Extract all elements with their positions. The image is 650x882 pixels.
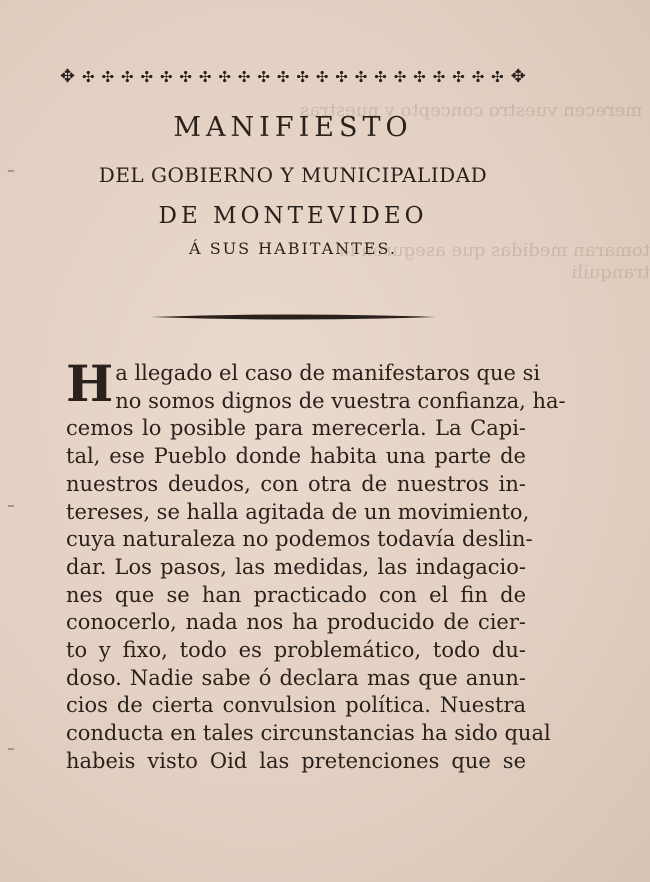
text-line: a llegado el caso de manifestaros que si xyxy=(115,361,541,385)
ornament-glyph: ✣ xyxy=(257,67,270,86)
ornament-glyph: ✣ xyxy=(296,67,309,86)
text-line: doso. Nadie sabe ó declara mas que anun- xyxy=(66,665,526,690)
ornament-glyph: ✣ xyxy=(218,67,231,86)
ornament-glyph: ✣ xyxy=(276,67,290,86)
ornament-glyph: ✣ xyxy=(432,67,446,86)
ornament-glyph: ✣ xyxy=(82,67,95,86)
margin-mark xyxy=(8,170,14,172)
margin-mark xyxy=(8,748,14,750)
ornament-glyph: ✣ xyxy=(101,67,115,86)
ornament-glyph: ✣ xyxy=(393,67,407,86)
ornament-glyph: ✣ xyxy=(198,67,212,86)
ornament-glyph: ✣ xyxy=(471,67,485,86)
body-text xyxy=(66,354,566,776)
text-line: cuya naturaleza no podemos todavía deslin- xyxy=(66,527,533,552)
ornament-glyph: ✣ xyxy=(413,67,426,86)
title-montevideo: DE MONTEVIDEO xyxy=(158,203,428,229)
title-manifiesto: MANIFIESTO xyxy=(173,112,413,143)
title-gobierno: DEL GOBIERNO Y MUNICIPALIDAD xyxy=(98,163,488,187)
text-line: cios de cierta convulsion política. Nuestra xyxy=(66,693,526,718)
text-line: dar. Los pasos, las medidas, las indagacio- xyxy=(66,554,526,579)
text-line: to y fixo, todo es problemático, todo du- xyxy=(66,638,526,663)
ornament-glyph: ✥ xyxy=(510,66,526,87)
ornament-band xyxy=(60,66,526,88)
text-line: tereses, se halla agitada de un movimiento, xyxy=(66,499,530,524)
bleed-through-text: tomaran medidas que aseguren la tranquili xyxy=(338,240,650,283)
ornament-glyph: ✣ xyxy=(315,67,329,86)
ornament-glyph: ✣ xyxy=(179,67,192,86)
text-line: tal, ese Pueblo donde habita una parte de xyxy=(66,444,526,469)
ornament-glyph: ✣ xyxy=(120,67,134,86)
ornament-glyph: ✣ xyxy=(140,67,154,86)
text-line: conducta en tales circunstancias ha sido qual xyxy=(66,721,551,746)
ornament-glyph: ✣ xyxy=(237,67,251,86)
body-lines xyxy=(66,354,566,776)
bleed-through-text: merecen vuestro concepto y nuestras xyxy=(300,100,643,121)
text-line: habeis visto Oid las pretenciones que se xyxy=(66,748,526,773)
title-habitantes: Á SUS HABITANTES. xyxy=(189,239,397,258)
text-line: nes que se han practicado con el fin de xyxy=(66,582,526,607)
margin-mark xyxy=(8,505,14,507)
text-line: conocerlo, nada nos ha producido de cier- xyxy=(66,610,526,635)
title-block xyxy=(60,112,526,260)
ornament-glyph: ✣ xyxy=(354,67,368,86)
text-line: cemos lo posible para merecerla. La Capi- xyxy=(66,416,526,441)
text-line: no somos dignos de vuestra confianza, ha- xyxy=(115,388,566,413)
ornament-glyph: ✣ xyxy=(491,67,504,86)
text-line: nuestros deudos, con otra de nuestros in- xyxy=(66,471,526,496)
ornament-glyph: ✥ xyxy=(60,66,76,87)
drop-cap: H xyxy=(66,354,114,413)
ornament-glyph: ✣ xyxy=(335,67,348,86)
ornamental-rule xyxy=(150,313,436,321)
ornament-glyph: ✣ xyxy=(452,67,465,86)
ornament-glyph: ✣ xyxy=(374,67,387,86)
ornament-glyph: ✣ xyxy=(159,67,173,86)
